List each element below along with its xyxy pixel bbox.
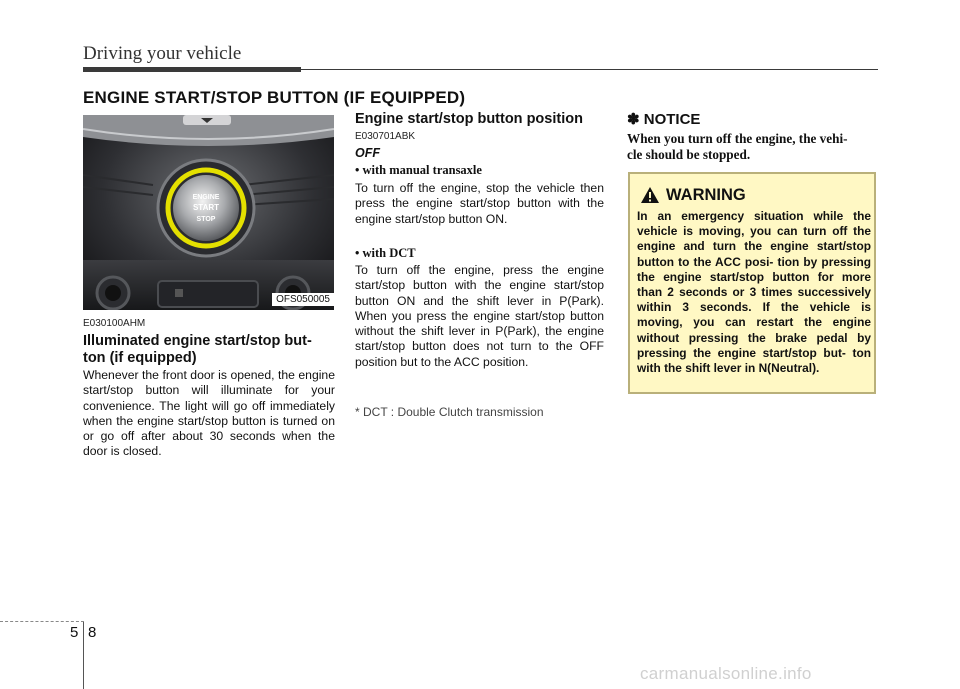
engine-button-photo (83, 115, 334, 310)
header-rule (83, 67, 301, 72)
warning-text: In an emergency situation while the vehicle is moving, you can turn off the engine and turn the engine start/stop button to the ACC posi- tion by pressing the engine start/stop button for more than 2 seconds or 3 times successively within 3 seconds. If the vehicle is moving, you can restart the engine without pressing the brake pedal by pressing the engine start/stop but- ton with the shift lever in N(Neutral). (637, 209, 871, 376)
button-label-stop: STOP (196, 216, 216, 223)
footer-dashed-rule (0, 621, 84, 622)
manual-transaxle-text: To turn off the engine, stop the vehicle then press the engine start/stop button with the engine start/stop button ON. (355, 181, 604, 226)
notice-text: When you turn off the engine, the vehi- cle should be stopped. (627, 131, 848, 162)
engine-button-illustration (83, 115, 334, 310)
figure-caption: OFS050005 (272, 293, 334, 306)
dct-text: To turn off the engine, press the engine start/stop button with the engine start/stop button ON and the shift lever in P(Park). When you press the engine start/stop button without the shift lever in P(Park), the engine start/stop button does not turn to the OFF position but to the ACC position. (355, 263, 604, 369)
col2-code: E030701ABK (355, 131, 416, 142)
button-label-start: START (192, 203, 220, 212)
dct-footnote: * DCT : Double Clutch transmission (355, 405, 544, 419)
page-number: 8 (88, 624, 97, 641)
section-title: ENGINE START/STOP BUTTON (IF EQUIPPED) (83, 88, 466, 107)
warning-header (640, 183, 746, 207)
header-rule-line (301, 69, 878, 70)
col2-heading: Engine start/stop button position (355, 111, 583, 127)
notice-title: ✽ NOTICE (627, 111, 701, 128)
manual-transaxle-label: • with manual transaxle (355, 163, 482, 177)
button-label-engine: ENGINE (192, 194, 220, 201)
watermark: carmanualsonline.info (640, 664, 812, 683)
col1-code: E030100AHM (83, 318, 146, 329)
page-header-title: Driving your vehicle (83, 43, 242, 64)
off-label: OFF (355, 146, 380, 160)
dct-label: • with DCT (355, 246, 416, 260)
col1-body: Whenever the front door is opened, the engine start/stop button will illuminate for your convenience. The light will go off immediately when the engine start/stop button is turned on or go off after about 30 seconds when the door is closed. (83, 368, 335, 459)
warning-title: WARNING (666, 185, 746, 204)
chapter-number: 5 (70, 624, 79, 641)
warning-triangle-icon (640, 186, 660, 204)
warning-box (628, 172, 876, 394)
footer-divider (83, 622, 84, 689)
col1-heading: Illuminated engine start/stop but- ton (if equipped) (83, 333, 312, 366)
